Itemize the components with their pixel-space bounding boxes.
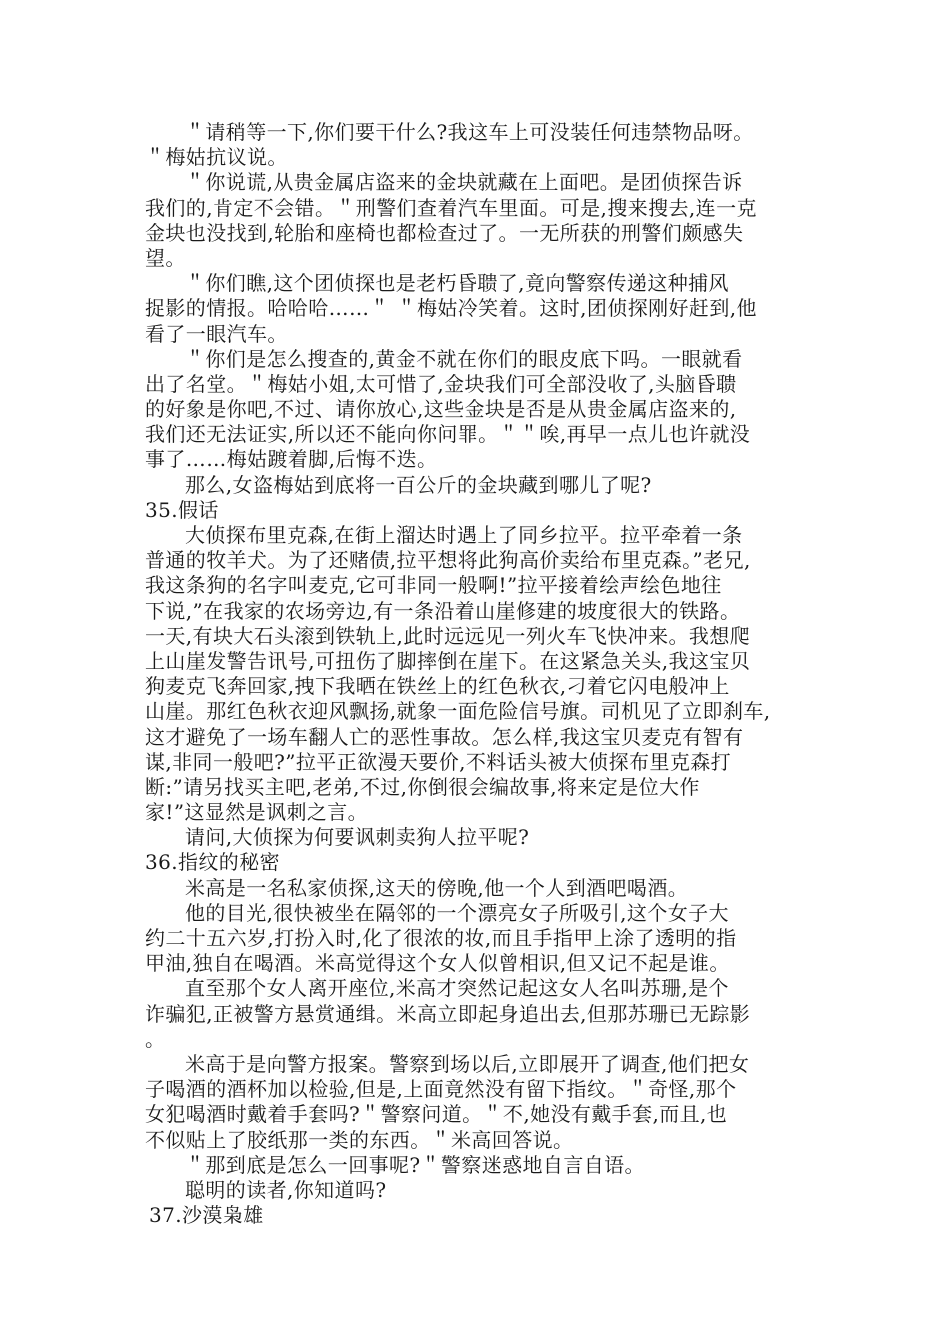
text-line: 看了一眼汽车。 <box>145 321 288 346</box>
text-line: 我这条狗的名字叫麦克,它可非同一般啊!”拉平接着绘声绘色地往 <box>145 573 722 598</box>
text-line: 望。 <box>145 245 186 270</box>
text-line: 不似贴上了胶纸那一类的东西。＂米高回答说。 <box>145 1127 574 1152</box>
text-line: 甲油,独自在喝酒。米高觉得这个女人似曾相识,但又记不起是谁。 <box>145 951 730 976</box>
text-line: 我们还无法证实,所以还不能向你问罪。＂＂唉,再早一点儿也许就没 <box>145 422 751 447</box>
text-line: 出了名堂。＂梅姑小姐,太可惜了,金块我们可全部没收了,头脑昏聩 <box>145 371 737 396</box>
text-line: 一天,有块大石头滚到铁轨上,此时远远见一列火车飞快冲来。我想爬 <box>145 623 751 648</box>
section-heading: 37.沙漠枭雄 <box>149 1203 264 1228</box>
text-line: 捉影的情报。哈哈哈……＂ ＂梅姑冷笑着。这时,团侦探刚好赶到,他 <box>145 296 757 321</box>
text-line: 普通的牧羊犬。为了还赌债,拉平想将此狗高价卖给布里克森。”老兄, <box>145 548 751 573</box>
text-line: 断:”请另找买主吧,老弟,不过,你倒很会编故事,将来定是位大作 <box>145 774 700 799</box>
text-line: ＂你们是怎么搜查的,黄金不就在你们的眼皮底下吗。一眼就看 <box>185 346 743 371</box>
text-line: 的好象是你吧,不过、请你放心,这些金块是否是从贵金属店盗来的, <box>145 397 737 422</box>
text-line: 金块也没找到,轮胎和座椅也都检查过了。一无所获的刑警们颇感失 <box>145 220 744 245</box>
section-heading: 36.指纹的秘密 <box>145 850 281 875</box>
text-line: 约二十五六岁,打扮入时,化了很浓的妆,而且手指甲上涂了透明的指 <box>145 926 737 950</box>
text-line: 这才避免了一场车翻人亡的恶性事故。怎么样,我这宝贝麦克有智有 <box>145 724 744 749</box>
text-line: ＂请稍等一下,你们要干什么?我这车上可没装任何违禁物品呀。 <box>185 120 754 144</box>
text-line: ＂梅姑抗议说。 <box>145 145 288 170</box>
text-line: 事了……梅姑踱着脚,后悔不迭。 <box>145 447 438 472</box>
document-page <box>145 120 810 1228</box>
text-line: 他的目光,很快被坐在隔邻的一个漂亮女子所吸引,这个女子大 <box>185 900 729 925</box>
text-line: 聪明的读者,你知道吗? <box>185 1177 387 1202</box>
text-line: ＂那到底是怎么一回事呢?＂警察迷惑地自言自语。 <box>185 1152 645 1177</box>
text-line: 子喝酒的酒杯加以检验,但是,上面竟然没有留下指纹。＂奇怪,那个 <box>145 1077 737 1102</box>
section-heading: 35.假话 <box>145 497 219 522</box>
text-line: 我们的,肯定不会错。＂刑警们查着汽车里面。可是,搜来搜去,连一克 <box>145 195 757 220</box>
text-line: 下说,”在我家的农场旁边,有一条沿着山崖修建的坡度很大的铁路。 <box>145 598 741 623</box>
text-line: 米高于是向警方报案。警察到场以后,立即展开了调查,他们把女 <box>185 1051 750 1076</box>
text-line: 请问,大侦探为何要讽刺卖狗人拉平呢? <box>185 825 530 850</box>
text-line: 谋,非同一般吧?”拉平正欲漫天要价,不料话头被大侦探布里克森打 <box>145 749 732 774</box>
text-line: 那么,女盗梅姑到底将一百公斤的金块藏到哪儿了呢? <box>185 472 652 497</box>
text-line: 诈骗犯,正被警方悬赏通缉。米高立即起身追出去,但那苏珊已无踪影 <box>145 1001 751 1026</box>
text-line: 狗麦克飞奔回家,拽下我晒在铁丝上的红色秋衣,刁着它闪电般冲上 <box>145 674 730 699</box>
text-line: 女犯喝酒时戴着手套吗?＂警察问道。＂不,她没有戴手套,而且,也 <box>145 1102 728 1127</box>
text-line: ＂你们瞧,这个团侦探也是老朽昏聩了,竟向警察传递这种捕风 <box>185 271 729 296</box>
text-line: ＂你说谎,从贵金属店盗来的金块就藏在上面吧。是团侦探告诉 <box>185 170 743 195</box>
text-line: 直至那个女人离开座位,米高才突然记起这女人名叫苏珊,是个 <box>185 976 729 1001</box>
text-line: 。 <box>145 1026 166 1051</box>
text-line: 家!”这显然是讽刺之言。 <box>145 800 369 825</box>
text-line: 米高是一名私家侦探,这天的傍晚,他一个人到酒吧喝酒。 <box>185 875 689 900</box>
text-line: 上山崖发警告讯号,可扭伤了脚摔倒在崖下。在这紧急关头,我这宝贝 <box>145 648 751 673</box>
text-line: 大侦探布里克森,在街上溜达时遇上了同乡拉平。拉平牵着一条 <box>185 523 743 547</box>
text-line: 山崖。那红色秋衣迎风飘扬,就象一面危险信号旗。司机见了立即刹车, <box>145 699 771 724</box>
